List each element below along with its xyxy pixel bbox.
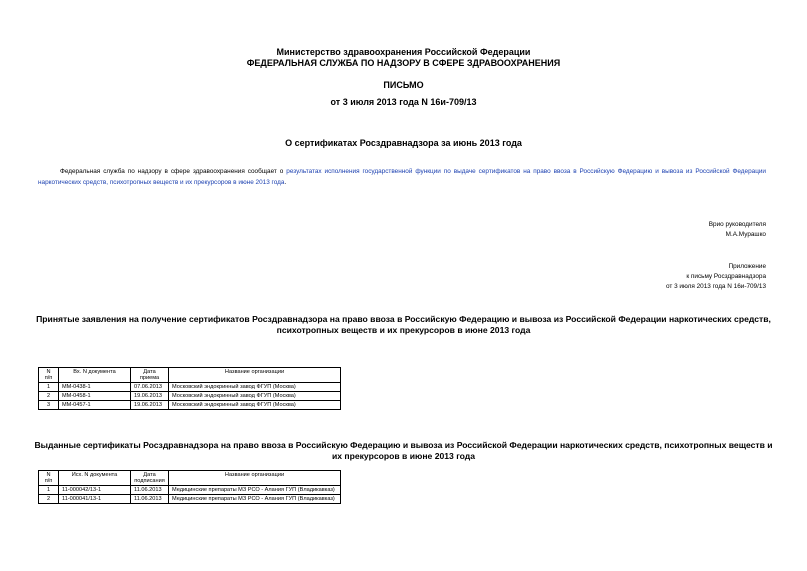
row-number: 3 [39, 401, 59, 410]
row-number: 1 [39, 486, 59, 495]
date: 07.06.2013 [131, 383, 169, 392]
signatory-name: М.А.Мурашко [725, 231, 766, 238]
doc-number: ММ-0458-1 [59, 392, 131, 401]
appendix-label: Приложение [728, 263, 766, 270]
letter-end: . [284, 179, 287, 186]
certificates-table [38, 470, 341, 504]
org-name: Медицинские препараты МЗ РСО - Алания ГУП (Владикавказ) [169, 495, 341, 504]
table-row [39, 392, 341, 401]
doc-number: ММ-0438-1 [59, 383, 131, 392]
col-header-number: N п/п [39, 471, 59, 486]
table-header-row [39, 368, 341, 383]
col-header-doc: Вх. N документа [59, 368, 131, 383]
letter-body [38, 166, 766, 188]
row-number: 2 [39, 392, 59, 401]
col-header-number: N п/п [39, 368, 59, 383]
service-name: ФЕДЕРАЛЬНАЯ СЛУЖБА ПО НАДЗОРУ В СФЕРЕ ЗДРАВООХРАНЕНИЯ [246, 58, 561, 68]
date: 19.06.2013 [131, 401, 169, 410]
signatory-position: Врио руководителя [708, 221, 766, 228]
doc-number: 11-000042/13-1 [59, 486, 131, 495]
section-title-applications: Принятые заявления на получение сертификатов Росздравнадзора на право ввоза в Российскую Федерацию и вывоза из Российской Федерации наркотических средств, психотропных веществ и их прекурсоров в июне 2013 года [36, 314, 771, 335]
document-subject: О сертификатах Росздравнадзора за июнь 2013 года [285, 138, 522, 148]
col-header-org: Название организации [169, 368, 341, 383]
date: 11.06.2013 [131, 486, 169, 495]
org-name: Московский эндокринный завод ФГУП (Москва) [169, 392, 341, 401]
date: 11.06.2013 [131, 495, 169, 504]
date: 19.06.2013 [131, 392, 169, 401]
table-header-row [39, 471, 341, 486]
doc-number: 11-000041/13-1 [59, 495, 131, 504]
org-name: Московский эндокринный завод ФГУП (Москва) [169, 383, 341, 392]
doc-number: ММ-0457-1 [59, 401, 131, 410]
results-link[interactable]: результатах исполнения государственной функции по выдаче сертификатов на право ввоза в Российскую Федерацию и вывоза из Российской Федерации наркотических средств, психотропных веществ и их прекурсоров в июне 2013 года [38, 168, 766, 186]
col-header-org: Название организации [169, 471, 341, 486]
org-name: Московский эндокринный завод ФГУП (Москва) [169, 401, 341, 410]
col-header-date: Дата приема [131, 368, 169, 383]
table-row [39, 486, 341, 495]
document-date-number: от 3 июля 2013 года N 16и-709/13 [330, 97, 477, 107]
org-name: Медицинские препараты МЗ РСО - Алания ГУП (Владикавказ) [169, 486, 341, 495]
row-number: 2 [39, 495, 59, 504]
table-row [39, 383, 341, 392]
applications-table [38, 367, 341, 410]
appendix-ref: к письму Росздравнадзора [686, 273, 766, 280]
letter-intro: Федеральная служба по надзору в сфере здравоохранения сообщает о [60, 168, 287, 175]
ministry-name: Министерство здравоохранения Российской Федерации [276, 47, 531, 57]
table-row [39, 401, 341, 410]
row-number: 1 [39, 383, 59, 392]
appendix-date: от 3 июля 2013 года N 16и-709/13 [665, 283, 766, 290]
table-row [39, 495, 341, 504]
col-header-date: Дата подписания [131, 471, 169, 486]
section-title-certificates: Выданные сертификаты Росздравнадзора на право ввоза в Российскую Федерацию и вывоза из Российской Федерации наркотических средств, психотропных веществ и их прекурсоров в июне 2013 года [34, 440, 773, 461]
document-type: ПИСЬМО [383, 80, 424, 90]
col-header-doc: Исх. N документа [59, 471, 131, 486]
